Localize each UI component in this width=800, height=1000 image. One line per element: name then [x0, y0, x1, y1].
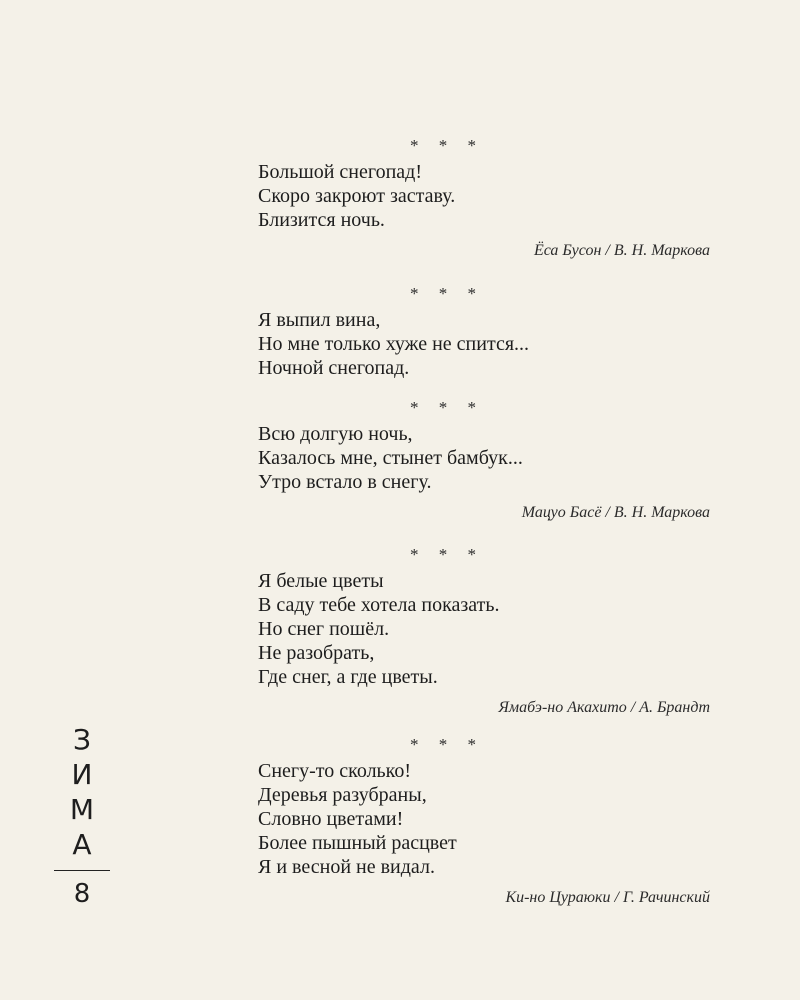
- poem-author: Ёса Бусон / В. Н. Маркова: [533, 242, 710, 259]
- poem-line: Казалось мне, стынет бамбук...: [258, 447, 523, 469]
- section-title-letter: З: [73, 723, 91, 756]
- section-marker: [52, 722, 112, 909]
- poem-5: [258, 735, 710, 909]
- section-title-letter: М: [69, 793, 95, 826]
- poem-line: Я выпил вина,: [258, 309, 381, 331]
- poem-line: Большой снегопад!: [258, 161, 423, 183]
- poem-line: Снегу-то сколько!: [258, 760, 412, 782]
- poem-separator: * * *: [410, 735, 484, 754]
- poem-separator: * * *: [410, 136, 484, 155]
- poem-author: Ки-но Цураюки / Г. Рачинский: [505, 889, 710, 906]
- poem-line: Я белые цветы: [258, 570, 384, 592]
- poem-author: Ямабэ-но Акахито / А. Брандт: [498, 699, 710, 716]
- poem-3: [258, 398, 710, 524]
- poem-line: Ночной снегопад.: [258, 357, 410, 379]
- poem-line: Деревья разубраны,: [258, 784, 427, 806]
- poem-line: Более пышный расцвет: [258, 832, 457, 854]
- poem-2: [258, 284, 710, 380]
- page-number: 8: [73, 879, 91, 909]
- poem-line: Но мне только хуже не спится...: [258, 333, 530, 355]
- poem-1: [258, 136, 710, 262]
- poem-separator: * * *: [410, 284, 484, 303]
- poem-line: Словно цветами!: [258, 808, 404, 830]
- poem-line: Всю долгую ночь,: [258, 423, 413, 445]
- poem-separator: * * *: [410, 398, 484, 417]
- section-title-letter: И: [71, 758, 93, 791]
- poem-line: Утро встало в снегу.: [258, 471, 432, 493]
- section-title-letter: А: [72, 828, 92, 861]
- poem-line: Близится ночь.: [258, 209, 385, 231]
- poem-lines: [258, 759, 710, 879]
- poem-author: Мацуо Басё / В. Н. Маркова: [521, 504, 710, 521]
- poem-separator: * * *: [410, 545, 484, 564]
- poem-line: Я и весной не видал.: [258, 856, 435, 878]
- poem-line: Где снег, а где цветы.: [258, 666, 438, 688]
- poem-lines: [258, 160, 710, 232]
- divider: [54, 870, 110, 871]
- poem-line: В саду тебе хотела показать.: [258, 594, 500, 616]
- poem-lines: [258, 308, 710, 380]
- poem-lines: [258, 422, 710, 494]
- poem-lines: [258, 569, 710, 689]
- poem-line: Скоро закроют заставу.: [258, 185, 456, 207]
- poem-line: Но снег пошёл.: [258, 618, 390, 640]
- poem-4: [258, 545, 710, 719]
- poem-line: Не разобрать,: [258, 642, 375, 664]
